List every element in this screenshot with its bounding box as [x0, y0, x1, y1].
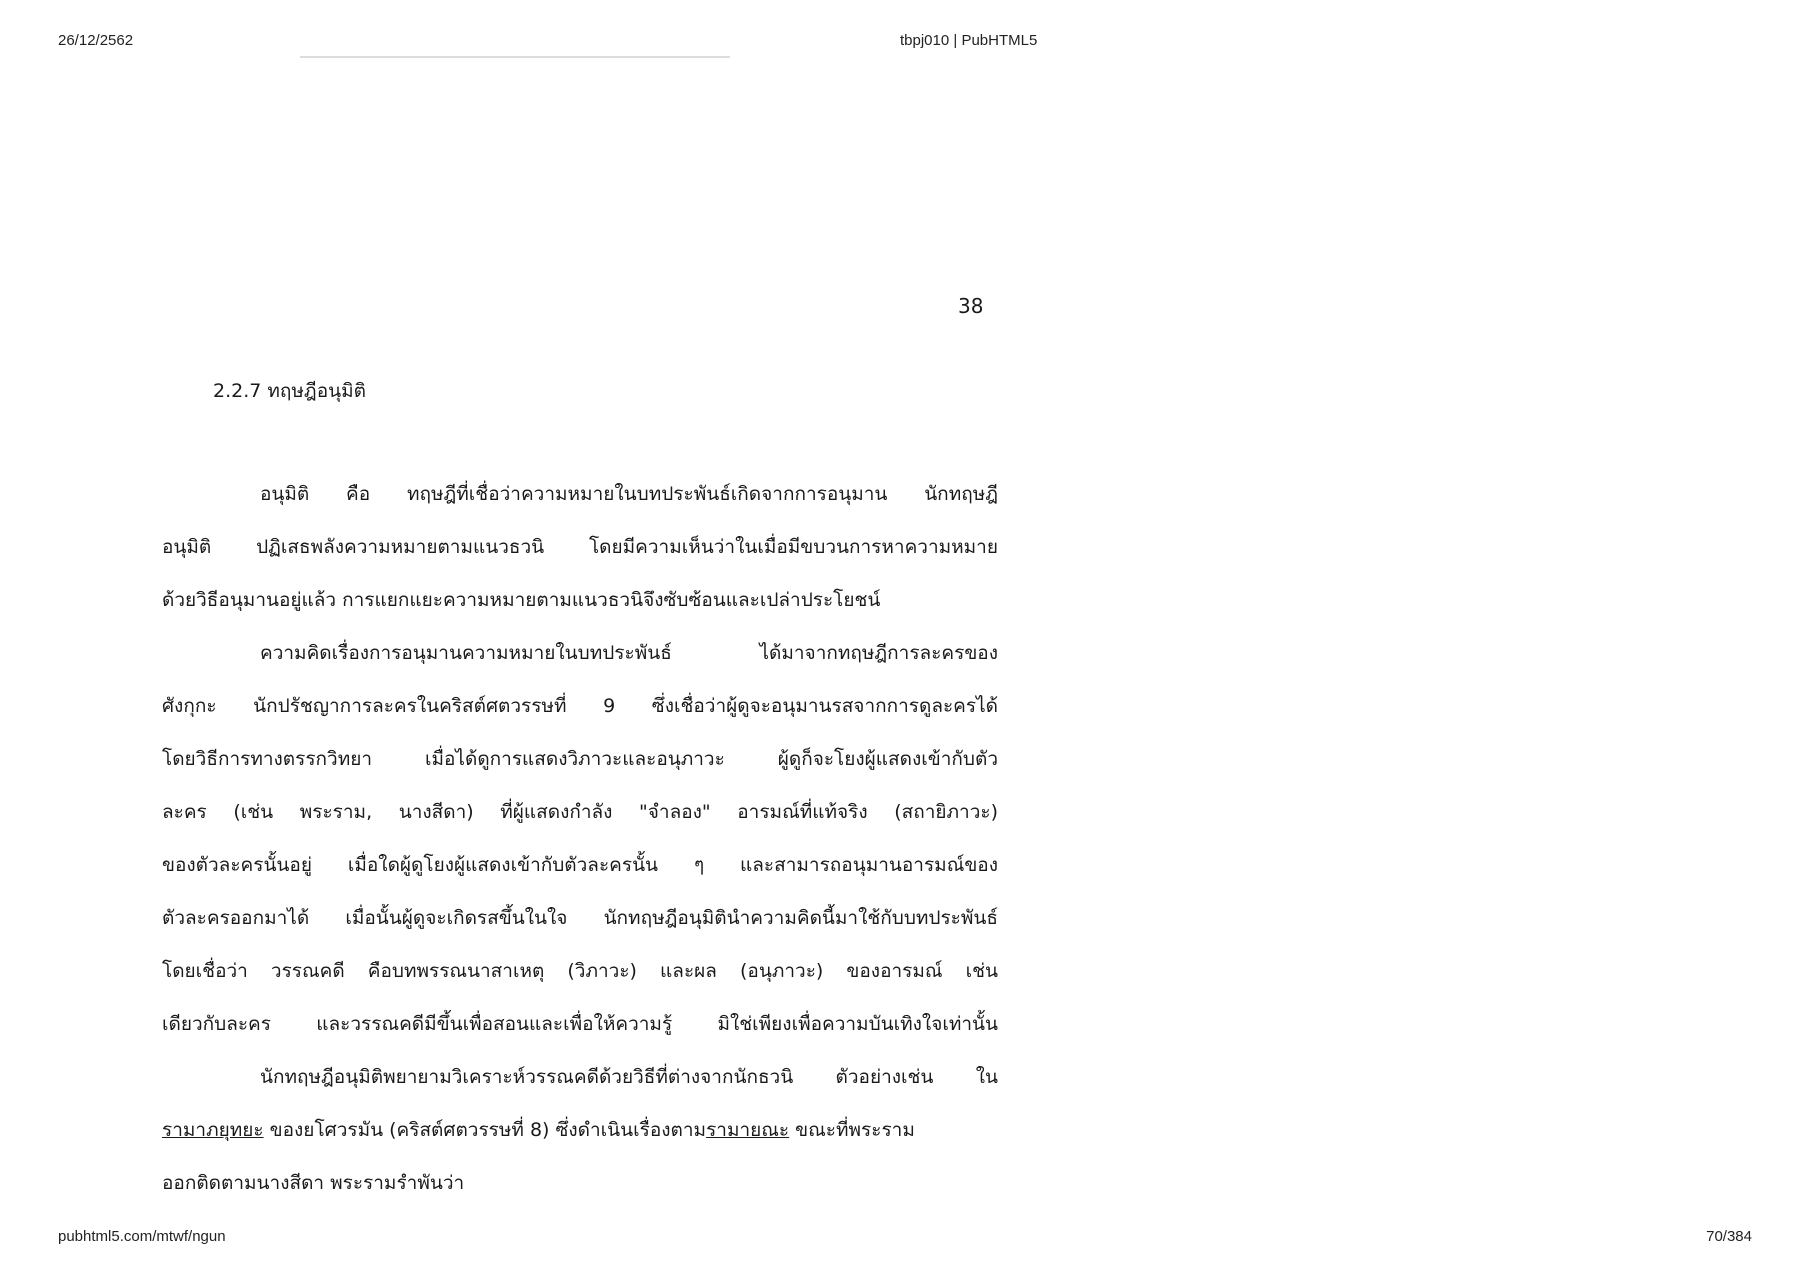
scan-artifact [300, 56, 730, 58]
text-line: ศังกุกะ นักปรัชญาการละครในคริสต์ศตวรรษที่ 9 ซึ่งเชื่อว่าผู้ดูจะอนุมานรสจากการดูละครได้ [162, 695, 998, 717]
page-counter: 70/384 [1706, 1228, 1752, 1245]
text-line: อนุมิติ ปฏิเสธพลังความหมายตามแนวธวนิ โดยมีความเห็นว่าในเมื่อมีขบวนการหาความหมาย [162, 536, 998, 558]
text-line: ด้วยวิธีอนุมานอยู่แล้ว การแยกแยะความหมายตามแนวธวนิจึงซับซ้อนและเปล่าประโยชน์ [162, 589, 881, 611]
underlined-title: รามายณะ [706, 1119, 790, 1141]
text-segment: ขณะที่พระราม [789, 1119, 915, 1141]
text-line: ตัวละครออกมาได้ เมื่อนั้นผู้ดูจะเกิดรสขึ้นในใจ นักทฤษฎีอนุมิตินำความคิดนี้มาใช้กับบทประพันธ์ [162, 907, 998, 929]
page-url: pubhtml5.com/mtwf/ngun [58, 1228, 226, 1245]
text-line: เดียวกับละคร และวรรณคดีมีขึ้นเพื่อสอนและเพื่อให้ความรู้ มิใช่เพียงเพื่อความบันเทิงใจเท่านั้น [162, 1013, 998, 1035]
section-heading: 2.2.7 ทฤษฎีอนุมิติ [213, 380, 366, 402]
text-line: โดยเชื่อว่า วรรณคดี คือบทพรรณนาสาเหตุ (วิภาวะ) และผล (อนุภาวะ) ของอารมณ์ เช่น [162, 960, 998, 982]
text-line: นักทฤษฎีอนุมิติพยายามวิเคราะห์วรรณคดีด้วยวิธีที่ต่างจากนักธวนิ ตัวอย่างเช่น ใน [260, 1066, 998, 1088]
text-line: ของตัวละครนั้นอยู่ เมื่อใดผู้ดูโยงผู้แสดงเข้ากับตัวละครนั้น ๆ และสามารถอนุมานอารมณ์ของ [162, 854, 998, 876]
text-line [162, 1117, 998, 1143]
text-line: โดยวิธีการทางตรรกวิทยา เมื่อได้ดูการแสดงวิภาวะและอนุภาวะ ผู้ดูก็จะโยงผู้แสดงเข้ากับตัว [162, 748, 998, 770]
text-line: ความคิดเรื่องการอนุมานความหมายในบทประพันธ์ ได้มาจากทฤษฎีการละครของ [260, 642, 998, 664]
text-segment: ของยโศวรมัน (คริสต์ศตวรรษที่ 8) ซึ่งดำเนินเรื่องตาม [263, 1119, 707, 1141]
text-line: ละคร (เช่น พระราม, นางสีดา) ที่ผู้แสดงกำลัง "จำลอง" อารมณ์ที่แท้จริง (สถายิภาวะ) [162, 801, 998, 823]
underlined-title: รามาภยุทยะ [162, 1119, 264, 1141]
page-title: tbpj010 | PubHTML5 [900, 32, 1038, 49]
text-line: ออกติดตามนางสีดา พระรามรำพันว่า [162, 1172, 465, 1194]
print-date: 26/12/2562 [58, 32, 134, 49]
text-line: อนุมิติ คือ ทฤษฎีที่เชื่อว่าความหมายในบทประพันธ์เกิดจากการอนุมาน นักทฤษฎี [260, 483, 998, 505]
document-page-number: 38 [958, 294, 984, 318]
